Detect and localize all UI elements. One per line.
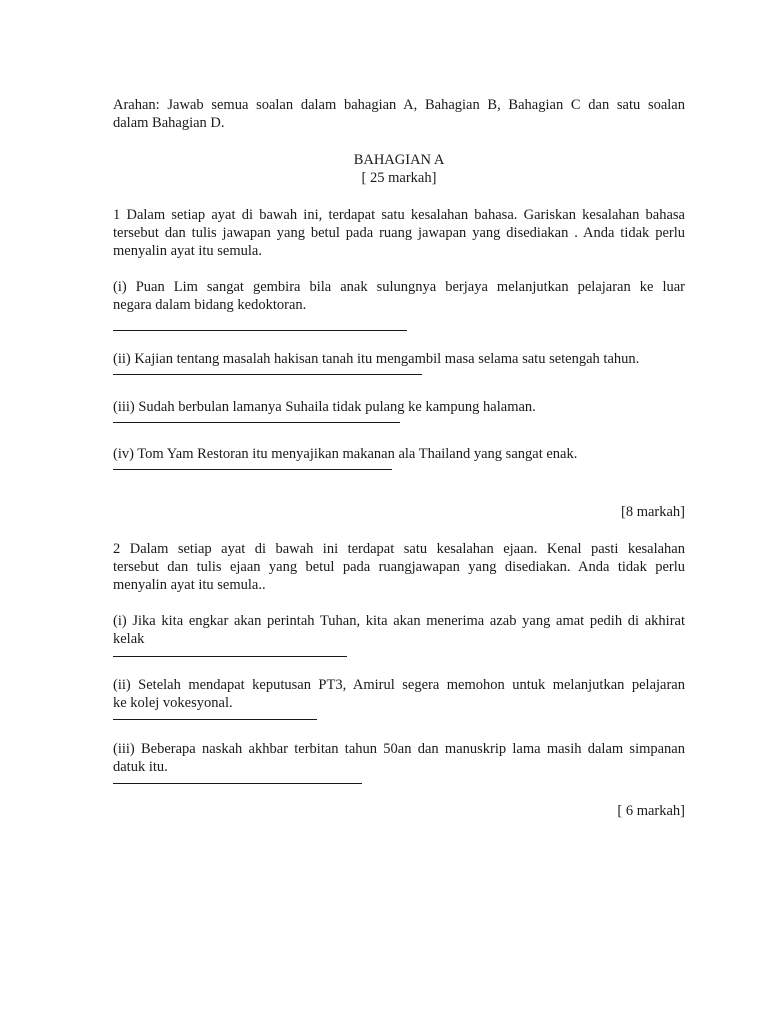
q2-intro-line-1: 2 Dalam setiap ayat di bawah ini terdapat satu kesalahan ejaan. Kenal pasti kesalahan [113,541,685,557]
q1-item-text: negara dalam bidang kedoktoran. [113,297,307,313]
q2-marks: [ 6 markah] [617,803,685,819]
answer-line[interactable] [113,330,407,331]
answer-line[interactable] [113,469,392,470]
answer-line[interactable] [113,374,422,375]
q1-item-2 [113,350,685,375]
section-marks: [ 25 markah] [361,170,437,186]
q2-item-2 [113,676,685,720]
q1-marks: [8 markah] [620,504,685,520]
instructions-line-2: dalam Bahagian D. [113,115,225,131]
instructions [113,96,685,132]
q1-intro-line-1: 1 Dalam setiap ayat di bawah ini, terdapat satu kesalahan bahasa. Gariskan kesalahan bahasa [113,207,685,223]
q1-item-1 [113,278,685,331]
answer-line[interactable] [113,656,347,657]
q1-item-text: (ii) Kajian tentang masalah hakisan tanah itu mengambil masa selama satu setengah tahun. [113,351,640,367]
q2-intro-line-2: tersebut dan tulis ejaan yang betul pada ruangjawapan yang disediakan. Anda tidak perlu [113,559,685,575]
q2-intro-line-3: menyalin ayat itu semula.. [113,577,266,593]
instructions-line-1: Arahan: Jawab semua soalan dalam bahagian A, Bahagian B, Bahagian C dan satu soalan [113,97,685,113]
q1-intro-line-2: tersebut dan tulis jawapan yang betul pada ruang jawapan yang disediakan . Anda tidak perlu [113,225,685,241]
q2-item-3 [113,740,685,784]
q1-item-text: (iii) Sudah berbulan lamanya Suhaila tidak pulang ke kampung halaman. [113,399,536,415]
q2-item-text: (i) Jika kita engkar akan perintah Tuhan, kita akan menerima azab yang amat pedih di akhirat [113,613,685,629]
q2-item-1 [113,612,685,657]
answer-line[interactable] [113,719,317,720]
exam-page [113,96,685,820]
q1-item-3 [113,398,685,423]
question-2 [113,540,685,820]
q2-item-text: datuk itu. [113,759,168,775]
q2-item-text: ke kolej vokesyonal. [113,695,233,711]
q1-item-text: (i) Puan Lim sangat gembira bila anak sulungnya berjaya melanjutkan pelajaran ke luar [113,279,685,295]
q1-intro-line-3: menyalin ayat itu semula. [113,243,262,259]
section-title: BAHAGIAN A [353,152,445,168]
answer-line[interactable] [113,422,400,423]
q2-item-text: (ii) Setelah mendapat keputusan PT3, Amirul segera memohon untuk melanjutkan pelajaran [113,677,685,693]
q1-item-4 [113,445,685,470]
q1-item-text: (iv) Tom Yam Restoran itu menyajikan makanan ala Thailand yang sangat enak. [113,446,578,462]
answer-line[interactable] [113,783,362,784]
question-1 [113,206,685,521]
section-header [113,151,685,187]
q2-item-text: (iii) Beberapa naskah akhbar terbitan tahun 50an dan manuskrip lama masih dalam simpanan [113,741,685,757]
q2-item-text: kelak [113,631,145,647]
